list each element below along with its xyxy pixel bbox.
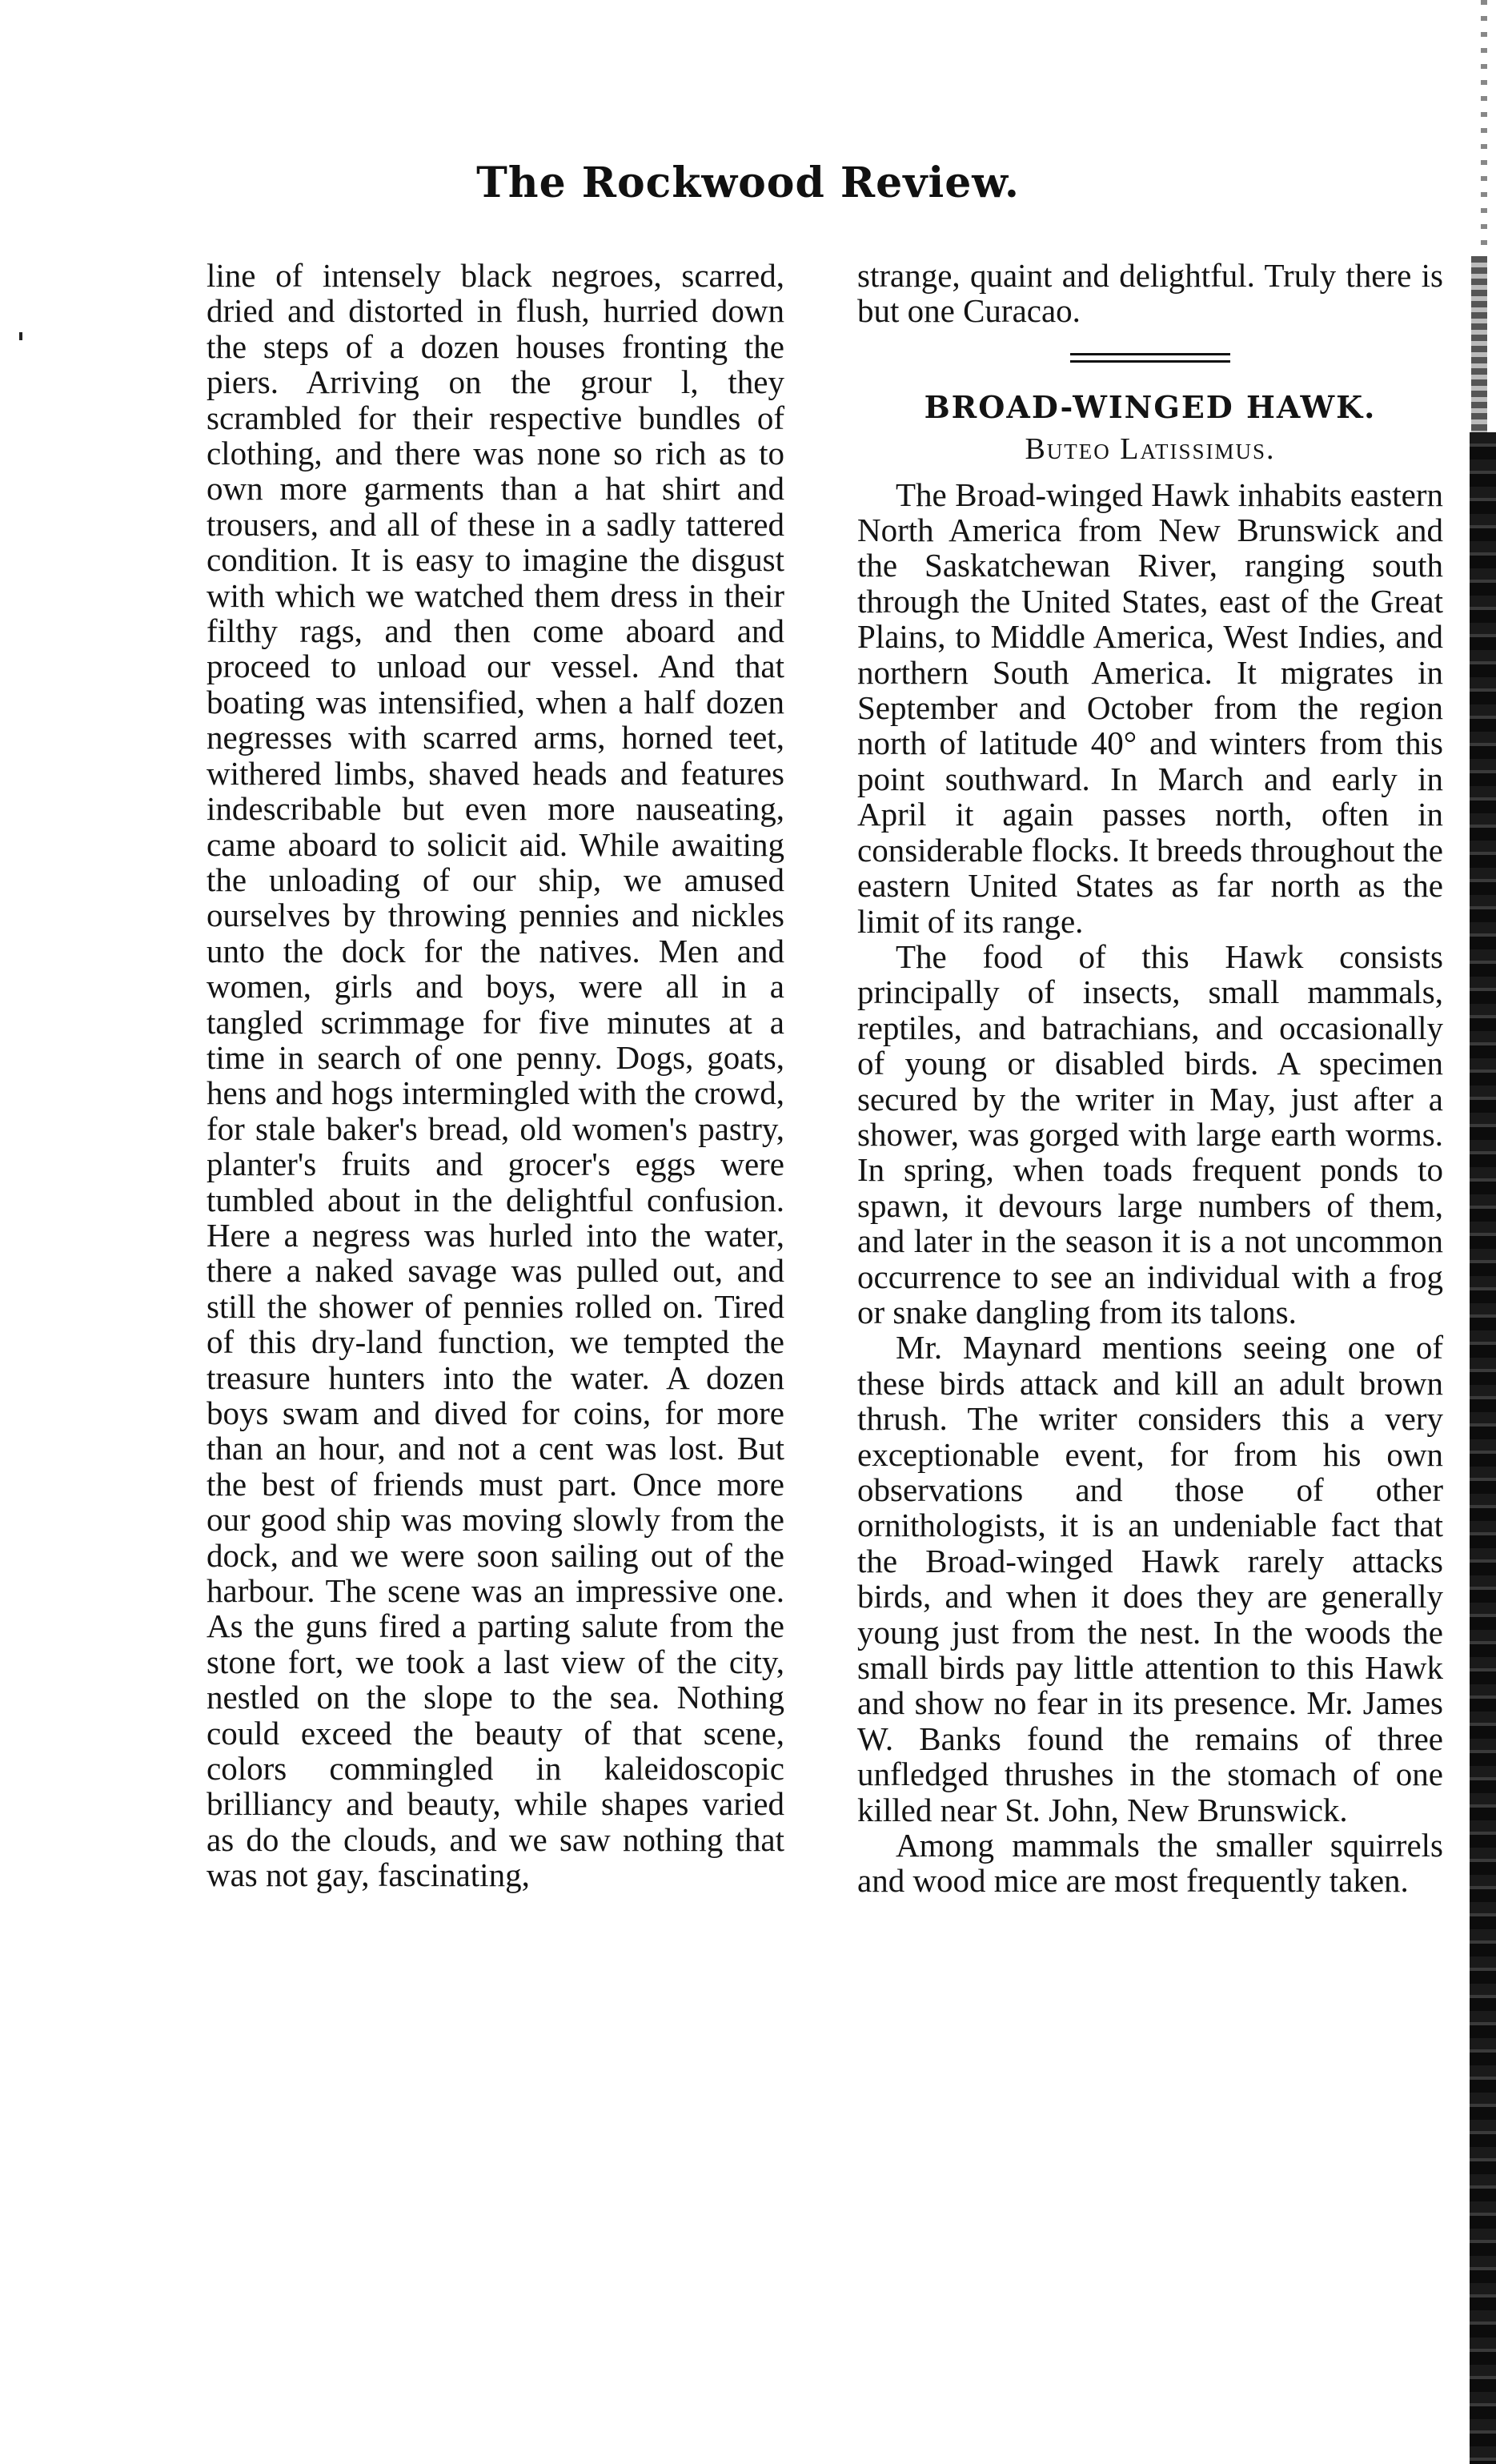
left-column-text: line of intensely black negroes, scarred, dried and distorted in flush, hurried down the steps of a dozen houses fronting the piers. Arriving on the grour l, they scrambled for their respective bundles of clothing, and there was none so rich as to own more garments than a hat shirt and trousers, and all of these in a sadly tattered condition. It is easy to imagine the disgust with which we watched them dress in their filthy rags, and then come aboard and proceed to unload our vessel. And that boating was intensified, when a half dozen negresses with scarred arms, horned teet, withered limbs, shaved heads and features indescribable but even more nauseating, came aboard to solicit aid. While awaiting the unloading of our ship, we amused ourselves by throwing pennies and nickles unto the dock for the natives. Men and women, girls and boys, were all in a tangled scrimmage for five minutes at a time in search of one penny. Dogs, goats, hens and hogs intermingled with the crowd, for stale baker's bread, old women's pastry, planter's fruits and grocer's eggs were tumbled about in the delightful confusion. Here a negress was hurled into the water, there a naked savage was pulled out, and still the shower of pennies rolled on. Tired of this dry-land function, we tempted the treasure hunters into the water. A dozen boys swam and dived for coins, for more than an hour, and not a cent was lost. But the best of friends must part. Once more our good ship was moving slowly from the dock, and we were soon sailing out of the harbour. The scene was an impressive one. As the guns fired a parting salute from the stone fort, we took a last view of the city, nestled on the slope to the sea. Nothing could exceed the beauty of that scene, colors commingled in kaleidoscopic brilliancy and beauty, while shapes varied as do the clouds, and we saw nothing that was not gay, fascinating, — [207, 257, 784, 1894]
right-column — [857, 258, 1443, 1899]
article-paragraph: Among mammals the smaller squirrels and wood mice are most frequently taken. — [857, 1827, 1443, 1900]
page-binding-edge — [1470, 432, 1496, 2464]
scan-speck — [19, 332, 22, 340]
masthead-title: The Rockwood Review. — [476, 159, 1020, 207]
page-edge-marks — [1481, 0, 1487, 256]
article-paragraph: Mr. Maynard mentions seeing one of these birds attack and kill an adult brown thrush. The writer considers this a very exceptionable event, for from his own observations and those of other ornithologists, it is an undeniable fact that the Broad-winged Hawk rarely attacks birds, and when it does they are generally young just from the nest. In the woods the small birds pay little attention to this Hawk and show no fear in its presence. Mr. James W. Banks found the remains of three unfledged thrushes in the stomach of one killed near St. John, New Brunswick. — [857, 1329, 1443, 1828]
article-subheading: Buteo Latissimus. — [1025, 432, 1276, 467]
article-paragraph: The food of this Hawk consists principally of insects, small mammals, reptiles, and batrachians, and occasionally of young or disabled birds. A specimen secured by the writer in May, just after a shower, was gorged with large earth worms. In spring, when toads frequent ponds to spawn, it devours large numbers of them, and later in the season it is a not uncommon occurrence to see an individual with a frog or snake dangling from its talons. — [857, 937, 1443, 1330]
article-heading: BROAD-WINGED HAWK. — [924, 388, 1377, 425]
article-paragraph: The Broad-winged Hawk inhabits eastern North America from New Brunswick and the Saskatchewan River, ranging south through the United States, east of the Great Plains, to Middle America, West Indies, and northern South America. It migrates in September and October from the region north of latitude 40° and winters from this point southward. In March and early in April it again passes north, often in considerable flocks. It breeds throughout the eastern United States as far north as the limit of its range. — [857, 476, 1443, 940]
continuation-text: strange, quaint and delightful. Truly there is but one Curacao. — [857, 257, 1443, 330]
page-edge-shadow — [1471, 256, 1487, 432]
section-divider — [1070, 353, 1230, 363]
left-column — [207, 258, 784, 1893]
